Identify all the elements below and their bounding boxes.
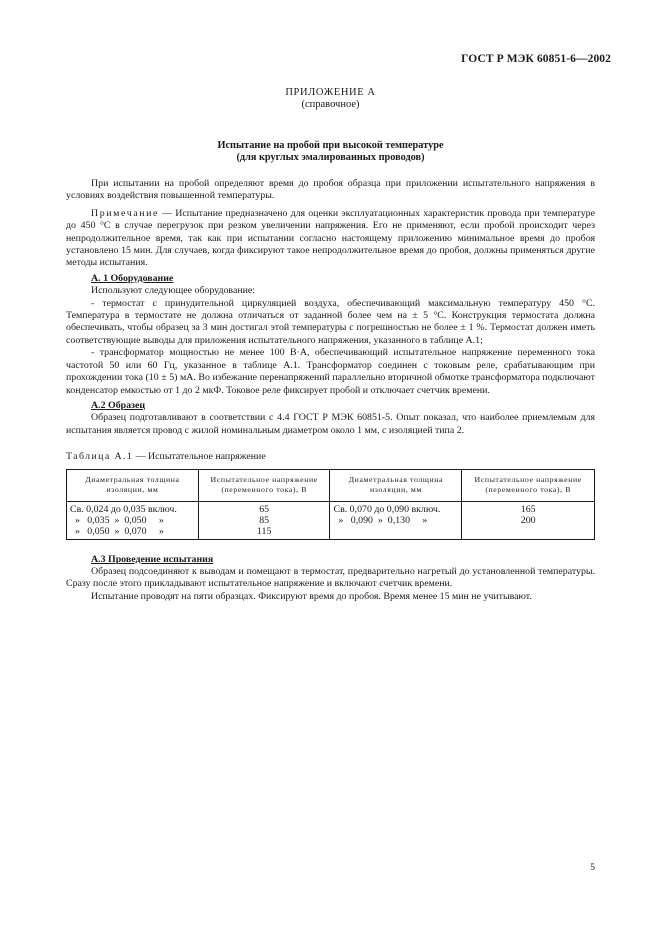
intro-paragraph: При испытании на пробой определяют время до пробоя образца при приложении испытательного напряжения в условиях воздействия повышенной температуры. (66, 178, 595, 202)
appendix-label: ПРИЛОЖЕНИЕ А (285, 87, 376, 98)
table-caption-label: Таблица А.1 (66, 451, 134, 463)
standard-code: ГОСТ Р МЭК 60851-6—2002 (461, 53, 611, 65)
table-header-row (67, 469, 595, 501)
header-voltage-2: Испытательное напряжение (переменного тока), В (462, 469, 595, 501)
note-text: — Испытание предназначено для оценки эксплуатационных характеристик провода при температуре до 450 °С в случае перегрузок при резком увеличении напряжения. Его не применяют, если пробой происходит через непродолжительное время, так как при испытании согласно настоящему приложению минимальное время до пробоя установлено 15 мин. Для случаев, когда фиксируют такое непродолжительное время до пробоя, должны применяться другие методы испытания. (66, 207, 595, 269)
section-a1-item-2: - трансформатор мощностью не менее 100 В·А, обеспечивающий испытательное напряжение переменного тока частотой 50 или 60 Гц, указанное в таблице А.1. Трансформатор соединен с токовым реле, срабатывающим при прохождении тока (10 ± 5) мА. Во избежание перенапряжений параллельно вторичной обмотке трансформатора подключают конденсатор емкостью от 1 до 2 мкФ. Токовое реле фиксирует пробой и отключает счетчик времени. (66, 347, 595, 396)
voltage-table (66, 469, 595, 540)
note-label: Примечание (91, 207, 160, 219)
section-a1-heading: А. 1 Оборудование (91, 272, 174, 284)
table-caption (66, 451, 595, 463)
header-voltage-1: Испытательное напряжение (переменного тока), В (198, 469, 330, 501)
section-a3-heading: А.3 Проведение испытания (91, 553, 214, 565)
appendix-type: (справочное) (301, 99, 360, 110)
page-number: 5 (590, 863, 595, 873)
table-cell-voltage-2: 165 200 (462, 501, 595, 539)
appendix-header (0, 87, 661, 111)
title-line-2: (для круглых эмалированных проводов) (236, 152, 425, 163)
section-a2-heading: А.2 Образец (91, 399, 146, 411)
document-title (0, 140, 661, 164)
table-cell-thickness-2: Св. 0,070 до 0,090 включ. » 0,090 » 0,130 » (330, 501, 462, 539)
header-thickness-1: Диаметральная толщина изоляции, мм (67, 469, 199, 501)
section-a2-text: Образец подготавливают в соответствии с 4.4 ГОСТ Р МЭК 60851-5. Опыт показал, что наиболее приемлемым для испытания является провод с жилой номинальным диаметром около 1 мм, с изоляцией типа 2. (66, 412, 595, 436)
table-row (67, 501, 595, 539)
title-line-1: Испытание на пробой при высокой температуре (217, 140, 444, 151)
section-a1-intro: Используют следующее оборудование: (91, 285, 256, 297)
note-paragraph (66, 208, 595, 270)
section-a3-text-2: Испытание проводят на пяти образцах. Фиксируют время до пробоя. Время менее 15 мин не учитывают. (91, 590, 532, 602)
table-cell-thickness-1: Св. 0,024 до 0,035 включ. » 0,035 » 0,050 » » 0,050 » 0,070 » (67, 501, 199, 539)
section-a3-text-1: Образец подсоединяют к выводам и помещают в термостат, предварительно нагретый до установленной температуры. Сразу после этого прикладывают испытательное напряжение и включают счетчик времени. (66, 565, 595, 590)
document-body (66, 178, 595, 603)
header-thickness-2: Диаметральная толщина изоляции, мм (330, 469, 462, 501)
section-a1-item-1: - термостат с принудительной циркуляцией воздуха, обеспечивающий максимальную температуру 450 °С. Температура в термостате не должна отличаться от заданной более чем на ± 5 °С. Конструкция термостата должна обеспечивать, чтобы образец за 3 мин достигал этой температуры с погрешностью не более ± 1 %. Термостат должен иметь соответствующие выводы для приложения испытательного напряжения, указанного в таблице А.1; (66, 297, 595, 346)
table-caption-text: — Испытательное напряжение (133, 451, 266, 463)
table-cell-voltage-1: 65 85 115 (198, 501, 330, 539)
